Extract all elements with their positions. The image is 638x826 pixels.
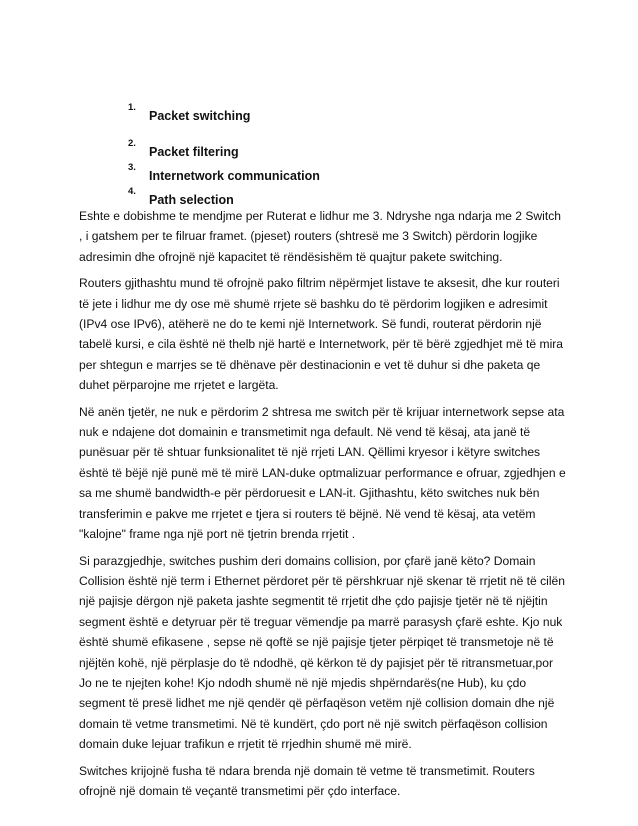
list-number: 2. [128,138,136,149]
list-item-packet-filtering [128,140,548,164]
paragraph-collision-domains: Si parazgjedhje, switches pushim deri domains collision, por çfarë janë këto? Domain Collision është një term i Ethernet përdoret për të përshkruar një skenar të rrjetit në të cilën një pajisje dërgon një paketa jashte segmentit të rrjetit dhe çdo pajisje tjetër në të njëjtin segment është e detyruar për të treguar vëmendje pa marrë parasysh çfarë eshte. Kjo nuk është shumë efikasene , sepse në qoftë se një pajisje tjeter përpiqet të transmetoje në të njëjtën kohë, një përplasje do të ndodhë, që kërkon të dy pajisjet për të ritransmetuar,por Jo ne te njejten kohe! Kjo ndodh shumë në një mjedis shpërndarës(ne Hub), ku çdo segment të presë lidhet me një qendër që përfaqëson vetëm një collision domain dhe një domain të vetme transmetimi. Në të kundërt, çdo port në një switch përfaqëson collision domain duke lejuar trafikun e rrjetit të rrjedhin shumë më mirë. [79,553,566,752]
paragraph-broadcast-domains: Switches krijojnë fusha të ndara brenda një domain të vetme të transmetimit. Routers ofrojnë një domain të veçantë transmetimi për çdo interface. [79,763,535,798]
paragraph-routers-intro: Eshte e dobishme te mendjme per Ruterat e lidhur me 3. Ndryshe nga ndarja me 2 Switch , i gatshem per te filruar framet. (pjeset) routers (shtresë me 3 Switch) përdorin logjike adresimin dhe ofrojnë një kapacitet të rëndësishëm të quajtur pakete switching. [79,209,561,264]
list-item-internetwork-communication [128,164,548,188]
list-number: 4. [128,186,136,197]
paragraph-routers-filtering: Routers gjithashtu mund të ofrojnë pako filtrim nëpërmjet listave te aksesit, dhe kur routeri të jete i lidhur me dy ose më shumë rrjete së bashku do të përdorim logjiken e adresimit (IPv4 ose IPv6), atëherë ne do te kemi një Internetwork. Së fundi, routerat përdorin një tabelë kursi, e cila është në thelb një hartë e Internetwork, për të bërë zgjedhjet më të mira per shtegun e marrjes se të dhënave për destinacionin e vet të duhur si dhe paketa qe duhet përparojne me rrjetet e largëta. [79,276,564,393]
list-item-label: Path selection [149,193,234,207]
list-item-label: Packet switching [149,109,251,123]
list-item-packet-switching [128,104,548,128]
list-item-label: Packet filtering [149,145,239,159]
body-text [79,206,566,807]
list-item-label: Internetwork communication [149,169,320,183]
numbered-list [128,104,548,212]
list-number: 1. [128,102,136,113]
paragraph-layer2-switches: Në anën tjetër, ne nuk e përdorim 2 shtresa me switch për të krijuar internetwork sepse ata nuk e ndajene dot domainin e transmetimit nga default. Në vend të kësaj, ata janë të punësuar për të shtuar funksionalitet të një rrjeti LAN. Qëllimi kryesor i këtyre switches është të bëjë një punë më të mirë LAN-duke optmalizuar performance e ofruar, zgjedhjen e sa me shumë bandwidth-e për përdoruesit e LAN-it. Gjithashtu, këto switches nuk bën transferimin e pakve me rrjetet e tjera si routers të bëjnë. Në vend të kësaj, ata vetëm "kalojne" frame nga një port në tjetrin brenda rrjetit . [79,404,566,542]
list-number: 3. [128,162,136,173]
